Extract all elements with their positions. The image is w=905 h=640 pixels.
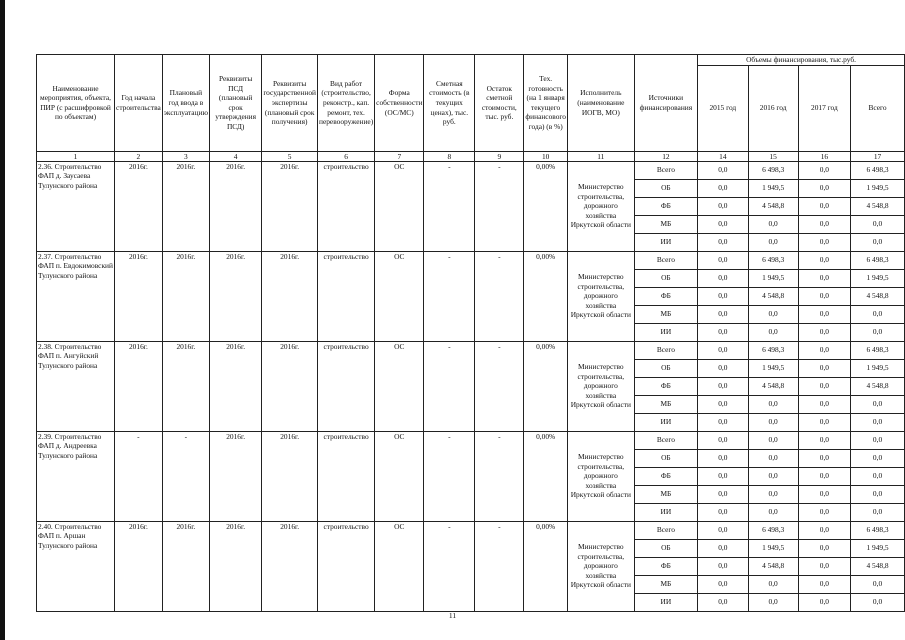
header-name: Наименование мероприятия, объекта, ПИР (с расшифровкой по объектам) (37, 55, 115, 152)
source-label: МБ (634, 215, 697, 233)
table-row (37, 251, 905, 269)
column-number: 17 (851, 151, 905, 161)
column-number: 7 (375, 151, 424, 161)
readiness-percent: 0,00% (524, 431, 568, 521)
amount-2016: 0,0 (748, 467, 798, 485)
expertise-date: 2016г. (262, 521, 318, 611)
amount-2015: 0,0 (698, 467, 749, 485)
amount-2017: 0,0 (798, 521, 850, 539)
source-label: ИИ (634, 413, 697, 431)
amount-2016: 4 548,8 (748, 287, 798, 305)
amount-2016: 4 548,8 (748, 557, 798, 575)
column-number: 14 (698, 151, 749, 161)
financing-table (36, 54, 905, 612)
amount-2017: 0,0 (798, 341, 850, 359)
amount-total: 0,0 (851, 575, 905, 593)
amount-total: 1 949,5 (851, 539, 905, 557)
estimate-cost: - (424, 521, 475, 611)
amount-2016: 6 498,3 (748, 251, 798, 269)
amount-2015: 0,0 (698, 413, 749, 431)
psd-date: 2016г. (209, 161, 261, 251)
column-number: 16 (798, 151, 850, 161)
header-sources: Источники финансирования (634, 55, 697, 152)
source-label: ОБ (634, 449, 697, 467)
amount-2017: 0,0 (798, 575, 850, 593)
amount-2016: 6 498,3 (748, 161, 798, 179)
amount-2015: 0,0 (698, 521, 749, 539)
amount-2017: 0,0 (798, 233, 850, 251)
expertise-date: 2016г. (262, 341, 318, 431)
ownership-form: ОС (375, 161, 424, 251)
source-label: ИИ (634, 593, 697, 611)
column-number: 11 (567, 151, 634, 161)
column-number: 2 (115, 151, 163, 161)
remaining-cost: - (475, 341, 524, 431)
amount-2015: 0,0 (698, 485, 749, 503)
header-year-2015: 2015 год (698, 65, 749, 151)
amount-2015: 0,0 (698, 269, 749, 287)
amount-total: 4 548,8 (851, 377, 905, 395)
header-ownership: Форма собственности (ОС/МС) (375, 55, 424, 152)
source-label: ФБ (634, 287, 697, 305)
column-number: 8 (424, 151, 475, 161)
amount-2016: 0,0 (748, 323, 798, 341)
column-number: 1 (37, 151, 115, 161)
amount-total: 0,0 (851, 593, 905, 611)
amount-2016: 0,0 (748, 215, 798, 233)
amount-2015: 0,0 (698, 575, 749, 593)
header-year-2017: 2017 год (798, 65, 850, 151)
start-year: 2016г. (115, 521, 163, 611)
column-number: 12 (634, 151, 697, 161)
header-total: Всего (851, 65, 905, 151)
amount-total: 6 498,3 (851, 521, 905, 539)
plan-year: - (162, 431, 209, 521)
table-row (37, 431, 905, 449)
remaining-cost: - (475, 251, 524, 341)
source-label: ИИ (634, 503, 697, 521)
amount-2017: 0,0 (798, 287, 850, 305)
source-label: ИИ (634, 233, 697, 251)
column-number: 5 (262, 151, 318, 161)
amount-2015: 0,0 (698, 341, 749, 359)
work-type: строительство (317, 431, 374, 521)
amount-2017: 0,0 (798, 197, 850, 215)
amount-2017: 0,0 (798, 431, 850, 449)
executor: Министерство строительства, дорожного хозяйства Иркутской области (567, 251, 634, 341)
amount-2016: 6 498,3 (748, 521, 798, 539)
header-estimate: Сметная стоимость (в текущих ценах), тыс. руб. (424, 55, 475, 152)
executor: Министерство строительства, дорожного хозяйства Иркутской области (567, 341, 634, 431)
amount-2015: 0,0 (698, 377, 749, 395)
start-year: 2016г. (115, 341, 163, 431)
amount-total: 0,0 (851, 413, 905, 431)
column-number: 3 (162, 151, 209, 161)
scan-edge-bar (0, 0, 5, 640)
start-year: 2016г. (115, 161, 163, 251)
object-name: 2.40. Строительство ФАП п. Аршан Тулунского района (37, 521, 115, 611)
start-year: - (115, 431, 163, 521)
amount-total: 4 548,8 (851, 287, 905, 305)
psd-date: 2016г. (209, 341, 261, 431)
table-header (37, 55, 905, 162)
amount-2017: 0,0 (798, 359, 850, 377)
amount-2015: 0,0 (698, 215, 749, 233)
amount-2016: 1 949,5 (748, 179, 798, 197)
column-number: 15 (748, 151, 798, 161)
amount-2017: 0,0 (798, 251, 850, 269)
amount-2015: 0,0 (698, 251, 749, 269)
ownership-form: ОС (375, 431, 424, 521)
amount-2016: 6 498,3 (748, 341, 798, 359)
amount-2016: 0,0 (748, 503, 798, 521)
amount-2017: 0,0 (798, 377, 850, 395)
amount-total: 6 498,3 (851, 251, 905, 269)
amount-2017: 0,0 (798, 323, 850, 341)
amount-2016: 0,0 (748, 431, 798, 449)
amount-total: 0,0 (851, 485, 905, 503)
amount-2017: 0,0 (798, 467, 850, 485)
amount-2016: 0,0 (748, 233, 798, 251)
header-expertise: Реквизиты государственной экспертизы (плановый срок получения) (262, 55, 318, 152)
amount-2017: 0,0 (798, 179, 850, 197)
amount-2017: 0,0 (798, 485, 850, 503)
amount-2015: 0,0 (698, 323, 749, 341)
table-row (37, 341, 905, 359)
amount-2016: 0,0 (748, 413, 798, 431)
source-label: Всего (634, 251, 697, 269)
readiness-percent: 0,00% (524, 251, 568, 341)
estimate-cost: - (424, 161, 475, 251)
source-label: ОБ (634, 269, 697, 287)
object-name: 2.38. Строительство ФАП п. Ангуйский Тулунского района (37, 341, 115, 431)
column-number: 6 (317, 151, 374, 161)
amount-2016: 4 548,8 (748, 377, 798, 395)
amount-2015: 0,0 (698, 593, 749, 611)
work-type: строительство (317, 161, 374, 251)
source-label: Всего (634, 161, 697, 179)
amount-2017: 0,0 (798, 215, 850, 233)
column-number: 9 (475, 151, 524, 161)
object-name: 2.39. Строительство ФАП д. Андреевка Тулунского района (37, 431, 115, 521)
amount-total: 6 498,3 (851, 341, 905, 359)
amount-total: 0,0 (851, 323, 905, 341)
source-label: Всего (634, 341, 697, 359)
amount-total: 6 498,3 (851, 161, 905, 179)
amount-2017: 0,0 (798, 449, 850, 467)
source-label: МБ (634, 305, 697, 323)
source-label: ИИ (634, 323, 697, 341)
amount-2015: 0,0 (698, 359, 749, 377)
work-type: строительство (317, 341, 374, 431)
header-volumes: Объемы финансирования, тыс.руб. (698, 55, 905, 66)
psd-date: 2016г. (209, 251, 261, 341)
header-remaining: Остаток сметной стоимости, тыс. руб. (475, 55, 524, 152)
amount-2015: 0,0 (698, 179, 749, 197)
amount-2015: 0,0 (698, 449, 749, 467)
source-label: Всего (634, 521, 697, 539)
executor: Министерство строительства, дорожного хозяйства Иркутской области (567, 161, 634, 251)
header-start-year: Год начала строительства (115, 55, 163, 152)
estimate-cost: - (424, 431, 475, 521)
header-executor: Исполнитель (наименование ИОГВ, МО) (567, 55, 634, 152)
object-name: 2.36. Строительство ФАП д. Заусаева Тулунского района (37, 161, 115, 251)
plan-year: 2016г. (162, 251, 209, 341)
amount-total: 0,0 (851, 449, 905, 467)
amount-total: 1 949,5 (851, 269, 905, 287)
amount-2016: 4 548,8 (748, 197, 798, 215)
readiness-percent: 0,00% (524, 521, 568, 611)
plan-year: 2016г. (162, 521, 209, 611)
amount-2016: 0,0 (748, 449, 798, 467)
source-label: МБ (634, 485, 697, 503)
amount-total: 0,0 (851, 305, 905, 323)
source-label: ОБ (634, 179, 697, 197)
work-type: строительство (317, 251, 374, 341)
amount-2015: 0,0 (698, 539, 749, 557)
amount-2015: 0,0 (698, 161, 749, 179)
financing-table-sheet (36, 54, 905, 612)
readiness-percent: 0,00% (524, 161, 568, 251)
amount-2016: 0,0 (748, 305, 798, 323)
amount-2016: 0,0 (748, 575, 798, 593)
amount-total: 4 548,8 (851, 197, 905, 215)
table-row (37, 521, 905, 539)
remaining-cost: - (475, 161, 524, 251)
expertise-date: 2016г. (262, 431, 318, 521)
column-number: 4 (209, 151, 261, 161)
source-label: ФБ (634, 557, 697, 575)
amount-total: 1 949,5 (851, 179, 905, 197)
readiness-percent: 0,00% (524, 341, 568, 431)
expertise-date: 2016г. (262, 161, 318, 251)
amount-2017: 0,0 (798, 305, 850, 323)
amount-2016: 1 949,5 (748, 269, 798, 287)
ownership-form: ОС (375, 251, 424, 341)
amount-total: 0,0 (851, 431, 905, 449)
table-row (37, 161, 905, 179)
table-body (37, 161, 905, 611)
amount-2015: 0,0 (698, 233, 749, 251)
plan-year: 2016г. (162, 341, 209, 431)
ownership-form: ОС (375, 341, 424, 431)
source-label: МБ (634, 575, 697, 593)
source-label: ФБ (634, 467, 697, 485)
amount-2017: 0,0 (798, 593, 850, 611)
amount-2017: 0,0 (798, 503, 850, 521)
source-label: МБ (634, 395, 697, 413)
amount-total: 0,0 (851, 503, 905, 521)
psd-date: 2016г. (209, 431, 261, 521)
remaining-cost: - (475, 431, 524, 521)
column-number: 10 (524, 151, 568, 161)
work-type: строительство (317, 521, 374, 611)
estimate-cost: - (424, 341, 475, 431)
source-label: Всего (634, 431, 697, 449)
amount-2015: 0,0 (698, 305, 749, 323)
amount-2017: 0,0 (798, 395, 850, 413)
executor: Министерство строительства, дорожного хозяйства Иркутской области (567, 521, 634, 611)
amount-2016: 0,0 (748, 395, 798, 413)
page-number: 11 (448, 611, 457, 620)
amount-2015: 0,0 (698, 503, 749, 521)
amount-2015: 0,0 (698, 431, 749, 449)
amount-total: 4 548,8 (851, 557, 905, 575)
header-psd: Реквизиты ПСД (плановый срок утверждения ПСД) (209, 55, 261, 152)
ownership-form: ОС (375, 521, 424, 611)
amount-2016: 1 949,5 (748, 359, 798, 377)
header-readiness: Тех. готовность (на 1 января текущего финансового года) (в %) (524, 55, 568, 152)
psd-date: 2016г. (209, 521, 261, 611)
plan-year: 2016г. (162, 161, 209, 251)
amount-2016: 0,0 (748, 593, 798, 611)
header-year-2016: 2016 год (748, 65, 798, 151)
amount-2015: 0,0 (698, 287, 749, 305)
estimate-cost: - (424, 251, 475, 341)
amount-2017: 0,0 (798, 413, 850, 431)
amount-2015: 0,0 (698, 197, 749, 215)
expertise-date: 2016г. (262, 251, 318, 341)
remaining-cost: - (475, 521, 524, 611)
column-number-row (37, 151, 905, 161)
amount-2017: 0,0 (798, 557, 850, 575)
amount-2017: 0,0 (798, 539, 850, 557)
source-label: ФБ (634, 377, 697, 395)
source-label: ФБ (634, 197, 697, 215)
executor: Министерство строительства, дорожного хозяйства Иркутской области (567, 431, 634, 521)
amount-total: 0,0 (851, 215, 905, 233)
amount-2015: 0,0 (698, 395, 749, 413)
header-plan-year: Плановый год ввода в эксплуатацию (162, 55, 209, 152)
amount-2017: 0,0 (798, 161, 850, 179)
amount-total: 0,0 (851, 467, 905, 485)
amount-2016: 0,0 (748, 485, 798, 503)
amount-2017: 0,0 (798, 269, 850, 287)
object-name: 2.37. Строительство ФАП п. Евдокимовский Тулунского района (37, 251, 115, 341)
amount-total: 1 949,5 (851, 359, 905, 377)
amount-total: 0,0 (851, 233, 905, 251)
amount-total: 0,0 (851, 395, 905, 413)
header-work-type: Вид работ (строительство, реконстр., кап. ремонт, тех. перевооружение) (317, 55, 374, 152)
amount-2016: 1 949,5 (748, 539, 798, 557)
amount-2015: 0,0 (698, 557, 749, 575)
source-label: ОБ (634, 359, 697, 377)
start-year: 2016г. (115, 251, 163, 341)
source-label: ОБ (634, 539, 697, 557)
